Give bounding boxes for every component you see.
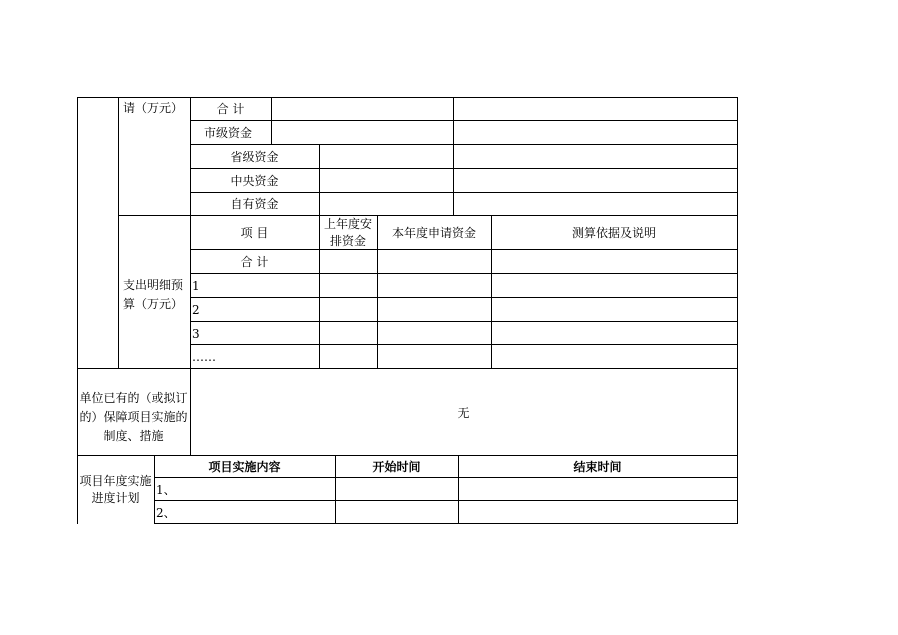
expense-row-ellipsis: …… xyxy=(192,350,216,364)
expense-total-label: 合 计 xyxy=(240,255,269,269)
last-year-header xyxy=(319,216,377,250)
table-border xyxy=(271,97,272,144)
table-border xyxy=(118,97,119,368)
table-border xyxy=(190,273,738,274)
table-border xyxy=(190,120,738,121)
basis-header: 测算依据及说明 xyxy=(571,226,656,240)
item-header: 项 目 xyxy=(240,226,269,240)
province-funds-label: 省级资金 xyxy=(230,150,279,164)
expense-label-line2: 算（万元） xyxy=(123,297,184,311)
schedule-label-line1: 项目年度实施 xyxy=(79,474,152,488)
table-border xyxy=(190,249,738,250)
last-year-header-line2: 排资金 xyxy=(329,234,366,248)
own-funds-label: 自有资金 xyxy=(230,197,279,211)
start-time-header: 开始时间 xyxy=(372,460,421,474)
measures-label-line1: 单位已有的（或拟订 xyxy=(79,391,188,405)
city-funds-label: 市级资金 xyxy=(204,126,253,140)
table-border xyxy=(190,168,738,169)
table-border xyxy=(77,97,738,98)
expense-row-2: 2 xyxy=(192,303,200,317)
table-border xyxy=(319,144,320,215)
end-time-header: 结束时间 xyxy=(573,460,622,474)
table-border xyxy=(77,368,738,369)
funding-total-label: 合 计 xyxy=(216,102,245,116)
table-border xyxy=(77,97,78,524)
last-year-header-line1: 上年度安 xyxy=(323,217,372,231)
table-border xyxy=(190,192,738,193)
table-border xyxy=(118,215,738,216)
central-funds-label: 中央资金 xyxy=(230,174,279,188)
schedule-row-1: 1、 xyxy=(156,483,176,497)
schedule-label xyxy=(77,473,154,507)
this-year-header: 本年度申请资金 xyxy=(391,226,476,240)
table-border xyxy=(737,97,738,524)
table-border xyxy=(154,477,738,478)
expense-label-line1: 支出明细预 xyxy=(123,278,184,292)
table-border xyxy=(453,97,454,215)
table-border xyxy=(154,523,738,524)
expense-row-3: 3 xyxy=(192,327,200,341)
expense-detail-label xyxy=(123,276,183,314)
table-border xyxy=(190,321,738,322)
measures-label-line3: 制度、措施 xyxy=(103,429,164,443)
schedule-label-line2: 进度计划 xyxy=(91,491,140,505)
table-border xyxy=(190,297,738,298)
measures-label-line2: 的）保障项目实施的 xyxy=(79,410,188,424)
measures-label xyxy=(77,389,190,446)
apply-funds-label: 请（万元） xyxy=(123,101,184,115)
table-border xyxy=(190,344,738,345)
measures-value: 无 xyxy=(457,406,470,420)
expense-row-1: 1 xyxy=(192,279,200,293)
content-header: 项目实施内容 xyxy=(208,460,281,474)
table-border xyxy=(77,455,738,456)
table-border xyxy=(190,144,738,145)
schedule-row-2: 2、 xyxy=(156,506,176,520)
table-border xyxy=(154,500,738,501)
